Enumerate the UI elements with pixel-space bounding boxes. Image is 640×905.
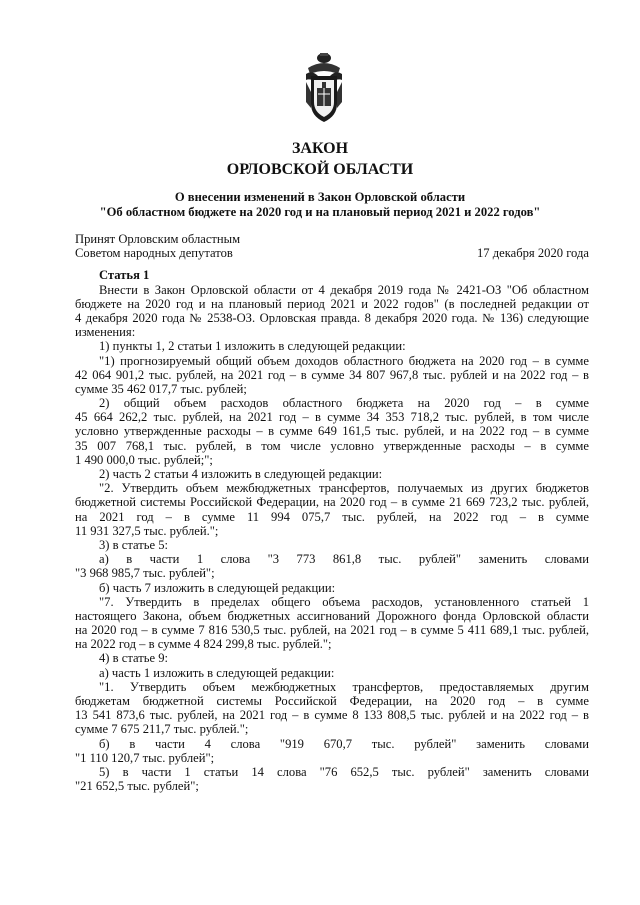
text-line: 13 541 873,6 тыс. рублей, на 2021 год – в сумме 8 133 808,5 тыс. рублей и на 2022 год – в [75,708,589,723]
text-line: 42 064 901,2 тыс. рублей, на 2021 год – в сумме 34 807 967,8 тыс. рублей и на 2022 год – в [75,367,589,382]
law-subtitle-line2: "Об областном бюджете на 2020 год и на плановый период 2021 и 2022 годов" [99,205,541,219]
text-line: 35 007 768,1 тыс. рублей, в том числе условно утвержденные расходы – в сумме [75,438,589,453]
text-line: б) в части 4 слова "919 670,7 тыс. рублей" заменить словами [99,736,589,751]
text-line: 11 931 327,5 тыс. рублей."; [75,523,219,538]
text-line: 2) общий объем расходов областного бюджета на 2020 год – в сумме [99,396,589,411]
text-line: 1 490 000,0 тыс. рублей;"; [75,452,213,467]
text-line: а) в части 1 слова "3 773 861,8 тыс. рублей" заменить словами [99,552,589,567]
text-line: "1. Утвердить объем межбюджетных трансфертов, предоставляемых другим [99,679,589,694]
adoption-line1: Принят Орловским областным [75,232,241,246]
adoption-line2: Советом народных депутатов [75,246,233,261]
text-line: "21 652,5 тыс. рублей"; [75,779,199,794]
text-line: бюджетной системы Российской Федерации, на 2020 год – в сумме 21 669 723,2 тыс. рублей, [75,495,589,510]
law-title: ЗАКОН [291,140,349,157]
text-line: изменения: [75,325,136,340]
law-subtitle-line1: О внесении изменений в Закон Орловской области [174,190,466,204]
text-line: "2. Утвердить объем межбюджетных трансфертов, получаемых из других бюджетов [99,481,589,496]
text-line: 3) в статье 5: [99,537,169,552]
text-line: 5) в части 1 статьи 14 слова "76 652,5 тыс. рублей" заменить словами [99,764,589,779]
text-line: "7. Утвердить в пределах общего объема расходов, установленного статьей 1 [99,594,589,609]
text-line: сумме 35 462 017,7 тыс. рублей; [75,381,247,396]
document-body [75,232,589,793]
text-line: 4) в статье 9: [99,651,169,666]
text-line: на 2022 год – в сумме 4 824 299,8 тыс. рублей."; [75,637,332,652]
coat-of-arms-emblem [302,52,346,128]
article-text [75,283,589,794]
region-title: ОРЛОВСКОЙ ОБЛАСТИ [226,161,414,178]
text-line: бюджетам бюджетной системы Российской Федерации, на 2020 год – в сумме [75,694,589,708]
text-line: настоящего Закона, объем бюджетных ассигнований Дорожного фонда Орловской области [75,608,589,623]
text-line: б) часть 7 изложить в следующей редакции: [99,580,336,595]
text-line: бюджете на 2020 год и на плановый период 2021 и 2022 годов" (в последней редакции от [75,296,589,311]
text-line: 2) часть 2 статьи 4 изложить в следующей редакции: [99,467,383,481]
text-line: "1) прогнозируемый общий объем доходов областного бюджета на 2020 год – в сумме [99,353,589,368]
text-line: а) часть 1 изложить в следующей редакции: [99,665,335,680]
text-line: условно утвержденные расходы – в сумме 649 161,5 тыс. рублей, и на 2022 год – в сумме [75,424,589,439]
text-line: на 2021 год – в сумме 11 994 075,7 тыс. рублей, на 2022 год – в сумме [75,509,589,524]
text-line: 45 664 262,2 тыс. рублей, на 2021 год – в сумме 34 353 718,2 тыс. рублей, в том числе [75,410,589,425]
text-line: "1 110 120,7 тыс. рублей"; [75,750,215,765]
text-line: на 2020 год – в сумме 7 816 530,5 тыс. рублей, на 2021 год – в сумме 5 411 689,1 тыс. рублей, [75,623,589,638]
adoption-date: 17 декабря 2020 года [476,246,589,261]
article-title: Статья 1 [99,268,150,283]
text-line: "3 968 985,7 тыс. рублей"; [75,566,215,581]
text-line: сумме 7 675 211,7 тыс. рублей."; [75,722,249,737]
text-line: 1) пункты 1, 2 статьи 1 изложить в следующей редакции: [99,339,406,354]
text-line: Внести в Закон Орловской области от 4 декабря 2019 года № 2421-ОЗ "Об областном [99,282,589,297]
text-line: 4 декабря 2020 года № 2538-ОЗ. Орловская правда. 8 декабря 2020 года. № 136) следующие [75,310,589,325]
